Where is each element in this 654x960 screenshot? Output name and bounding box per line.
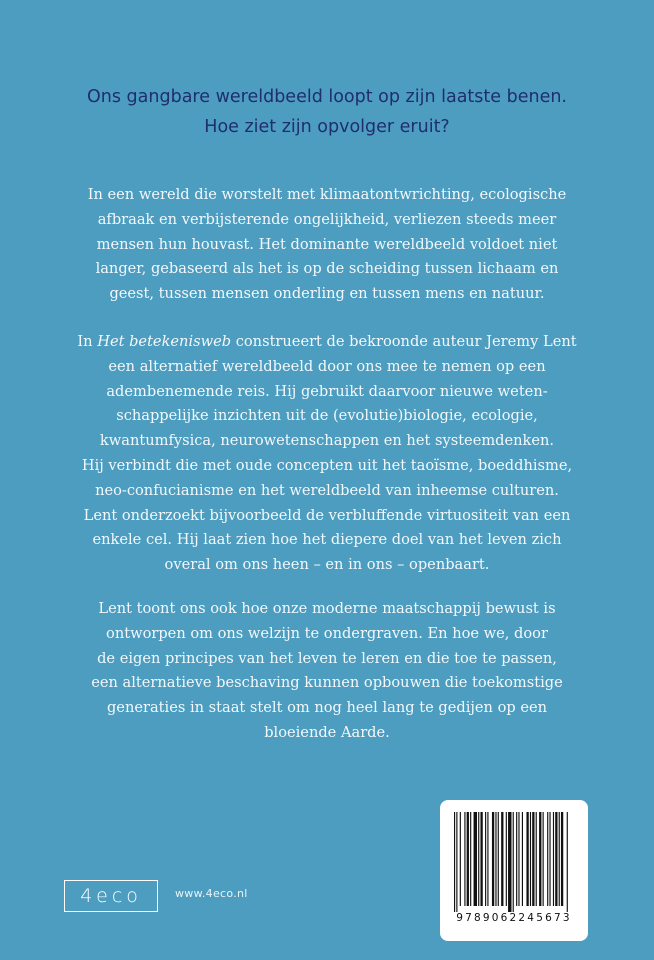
text-line: Lent onderzoekt bijvoorbeeld de verbluffende virtuositeit van een	[83, 506, 571, 524]
tagline-line: Ons gangbare wereldbeeld loopt op zijn laatste benen.	[87, 87, 567, 107]
text-line: generaties in staat stelt om nog heel lang te gedijen op een	[106, 699, 548, 717]
text-line: schappelijke inzichten uit de (evolutie)biologie, ecologie,	[116, 407, 538, 425]
text-line: afbraak en verbijsterende ongelijkheid, verliezen steeds meer	[97, 210, 557, 228]
tagline-line: Hoe ziet zijn opvolger eruit?	[204, 117, 450, 137]
text-line: langer, gebaseerd als het is op de scheiding tussen lichaam en	[95, 260, 559, 278]
publisher-logo: 4eco	[64, 880, 158, 912]
text-line: mensen hun houvast. Het dominante wereldbeeld voldoet niet	[96, 235, 558, 253]
barcode-bar	[470, 812, 471, 906]
blurb-paragraph-2	[52, 330, 602, 578]
barcode-bar	[454, 812, 455, 912]
barcode-bar	[532, 812, 534, 906]
barcode-bar	[492, 812, 494, 906]
book-title: Het betekenisweb	[97, 333, 232, 350]
barcode-bar	[485, 812, 486, 906]
isbn-number: 9789062245673	[456, 912, 572, 924]
text-line: ontworpen om ons welzijn te ondergraven. En hoe we, door	[106, 624, 548, 642]
barcode-bar	[474, 812, 477, 906]
barcode-bar	[549, 812, 550, 906]
line-prefix: In	[77, 333, 98, 350]
barcode-bar	[478, 812, 479, 906]
text-line: de eigen principes van het leven te leren en die toe te passen,	[97, 649, 557, 667]
barcode-panel	[440, 800, 588, 941]
text-line: een alternatieve beschaving kunnen opbouwen die toekomstige	[91, 674, 563, 692]
text-line: In een wereld die worstelt met klimaatontwrichting, ecologische	[87, 186, 567, 203]
text-line: bloeiende Aarde.	[264, 723, 390, 741]
barcode-bar	[526, 812, 528, 906]
barcode-bar	[456, 812, 457, 912]
barcode-bar	[536, 812, 537, 906]
barcode-bar	[561, 812, 563, 906]
barcode-bar	[530, 812, 531, 906]
barcode-bar	[495, 812, 496, 906]
text-line: overal om ons heen – en in ons – openbaart.	[164, 556, 490, 574]
text-line: neo-confucianisme en het wereldbeeld van inheemse culturen.	[95, 481, 559, 499]
text-line: kwantumfysica, neurowetenschappen en het systeemdenken.	[99, 432, 555, 450]
line-suffix: construeert de bekroonde auteur Jeremy Lent	[231, 333, 577, 350]
barcode-bar	[480, 812, 482, 906]
barcode-bar	[487, 812, 488, 906]
text-line: Lent toont ons ook hoe onze moderne maatschappij bewust is	[98, 600, 556, 617]
barcode-bar	[506, 812, 507, 906]
barcode-bar	[467, 812, 469, 906]
barcode-bar	[522, 812, 523, 906]
barcode-icon	[454, 812, 574, 912]
text-line: geest, tussen mensen onderling en tussen mens en natuur.	[109, 285, 545, 303]
barcode-bar	[543, 812, 544, 906]
barcode-bar	[539, 812, 541, 906]
barcode-bar	[516, 812, 517, 906]
text-line: adembenemende reis. Hij gebruikt daarvoor nieuwe weten-	[106, 382, 548, 400]
barcode-bar	[555, 812, 557, 906]
publisher-url: www.4eco.nl	[175, 887, 248, 900]
barcode-bar	[567, 812, 568, 912]
text-line: een alternatief wereldbeeld door ons mee te nemen op een	[108, 357, 546, 375]
back-cover-tagline	[0, 82, 654, 142]
barcode-bar	[464, 812, 465, 906]
barcode-bar	[508, 812, 511, 912]
text-line: enkele cel. Hij laat zien hoe het diepere doel van het leven zich	[92, 531, 562, 549]
barcode-bar	[513, 812, 514, 912]
barcode-bar	[547, 812, 548, 906]
text-line	[52, 330, 602, 355]
barcode-bar	[518, 812, 519, 906]
blurb-paragraph-1	[52, 183, 602, 307]
barcode-bar	[460, 812, 461, 906]
blurb-paragraph-3	[52, 597, 602, 746]
barcode-bar	[559, 812, 560, 906]
barcode-bar	[553, 812, 554, 906]
barcode-bar	[501, 812, 503, 906]
barcode-bar	[498, 812, 499, 906]
text-line: Hij verbindt die met oude concepten uit het taoïsme, boeddhisme,	[81, 456, 573, 474]
